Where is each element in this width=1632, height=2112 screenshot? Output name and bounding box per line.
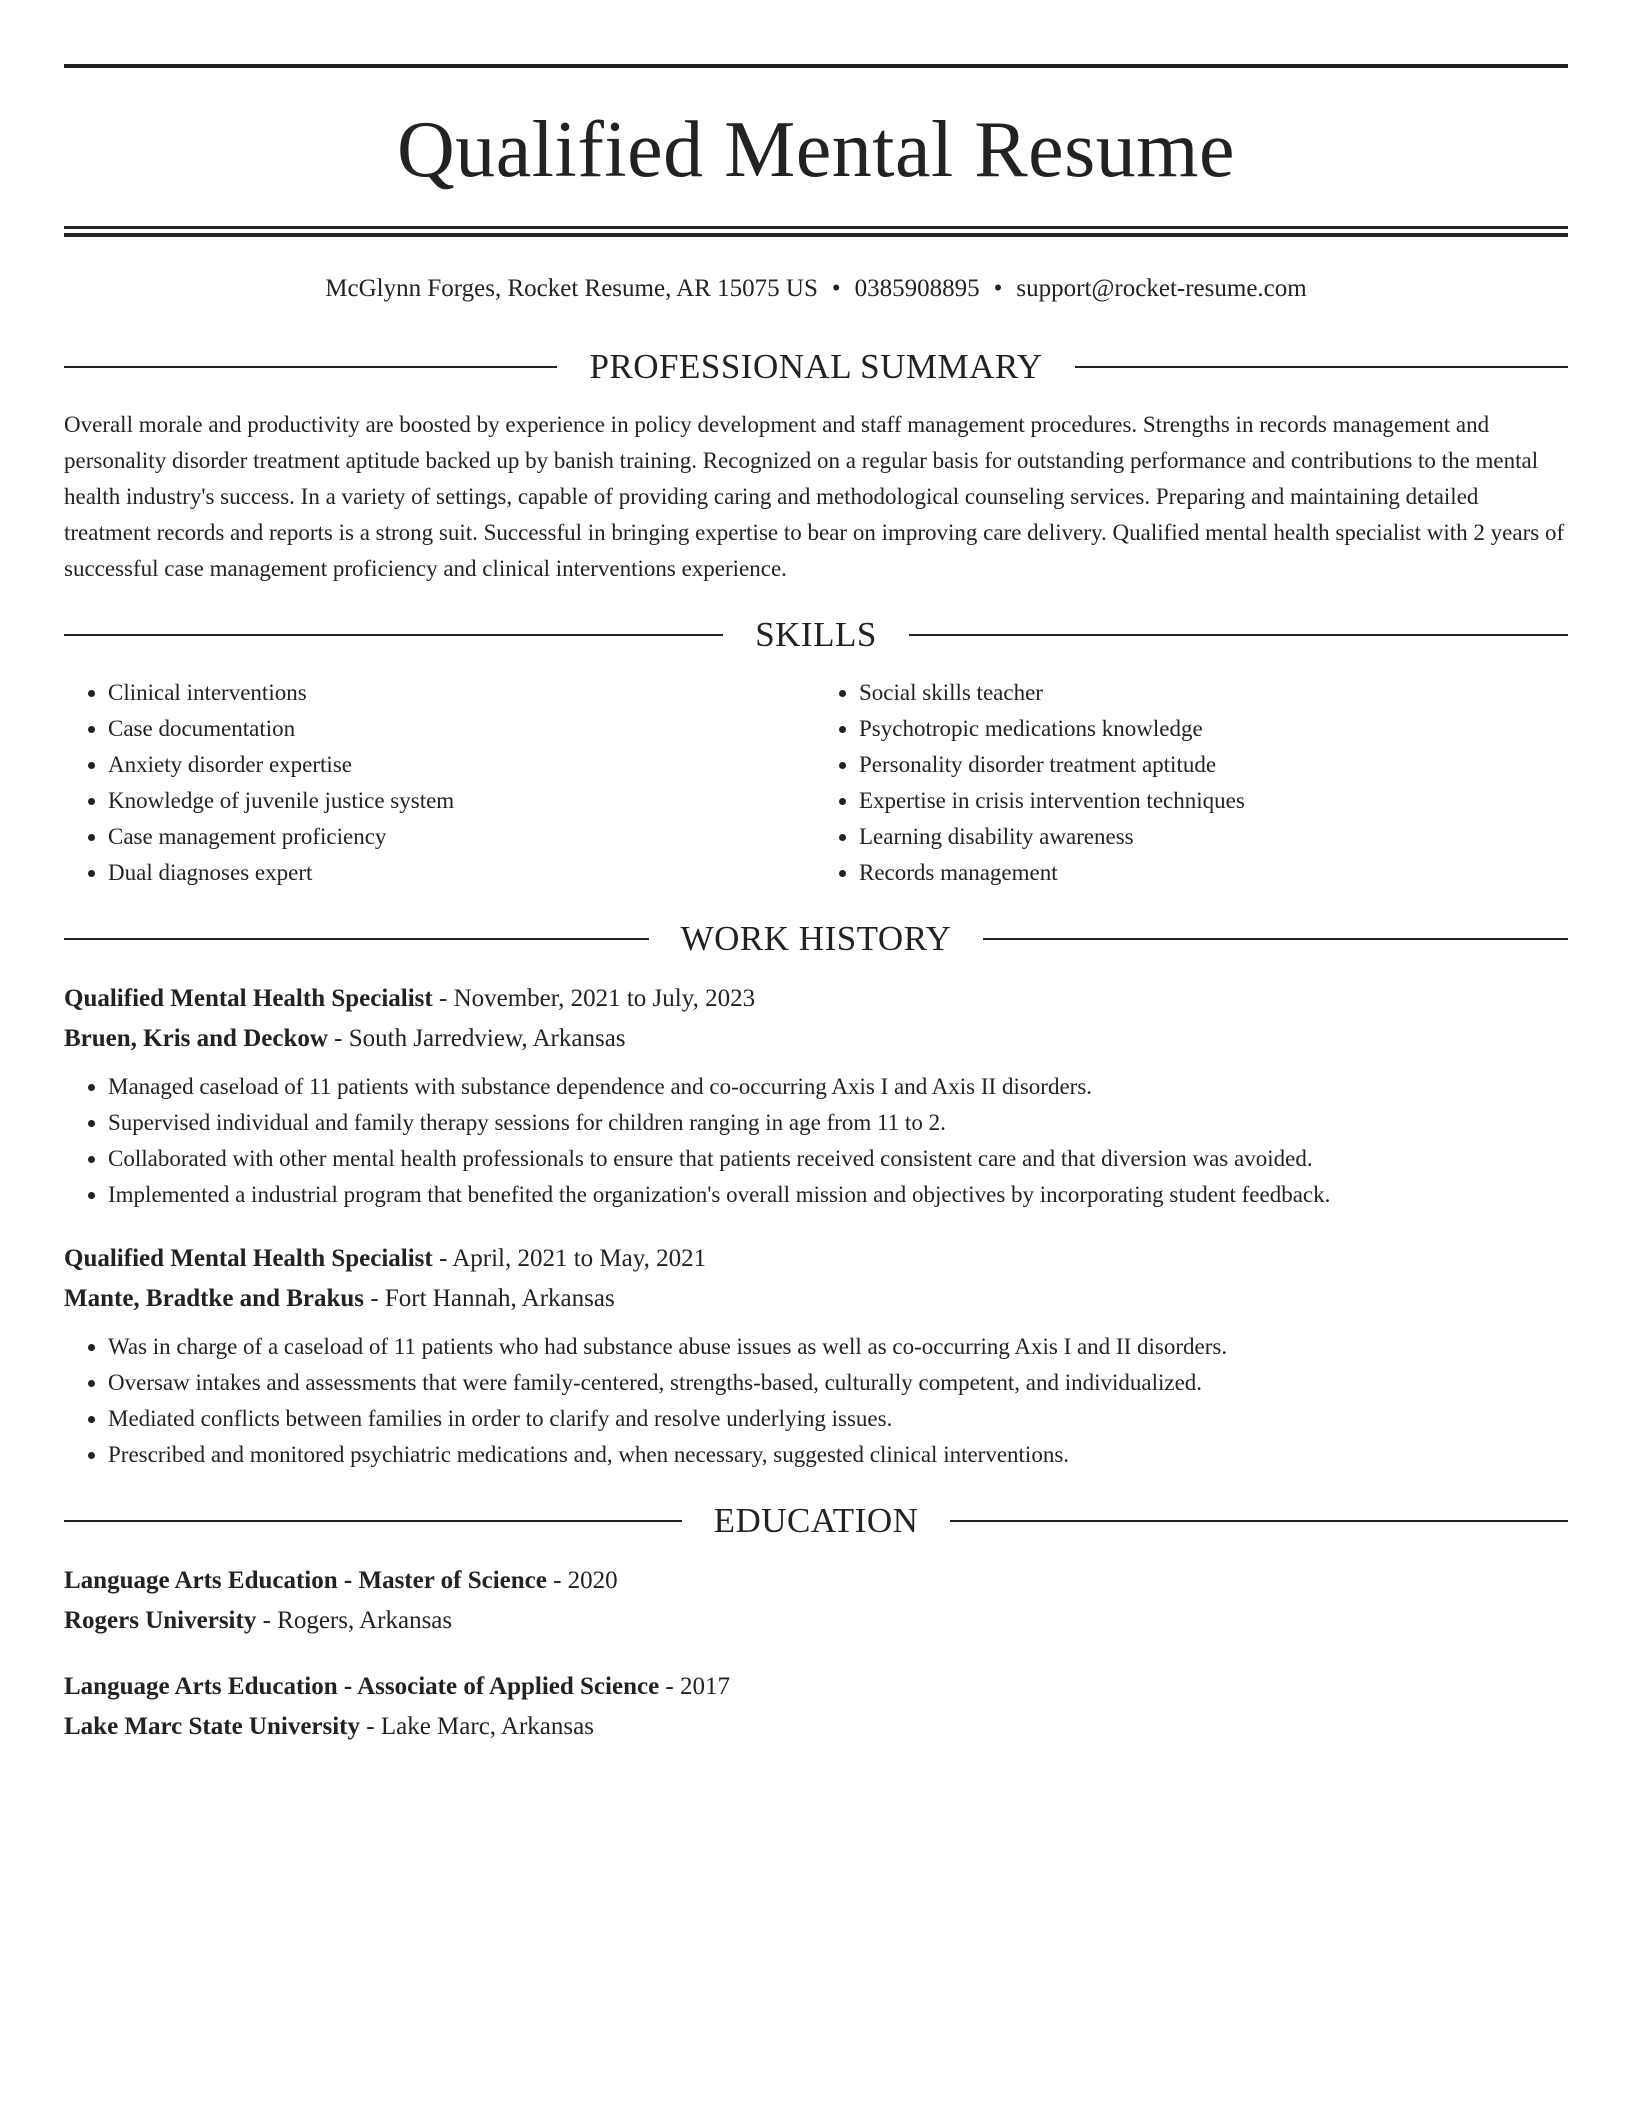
- summary-section-heading: [64, 345, 1568, 389]
- job-location: - South Jarredview, Arkansas: [327, 1025, 626, 1052]
- work-section-heading: [64, 917, 1568, 961]
- education-degree-line: [64, 1667, 1568, 1707]
- contact-email: support@rocket-resume.com: [1016, 275, 1307, 302]
- contact-phone: 0385908895: [854, 275, 980, 302]
- heading-rule-right: [950, 1520, 1568, 1522]
- heading-rule-right: [983, 938, 1568, 940]
- education-year: - 2017: [659, 1673, 730, 1700]
- job-bullet: • Supervised individual and family therapy sessions for children ranging in age from 11 to 2.: [108, 1105, 1568, 1141]
- skill-item: • Personality disorder treatment aptitude: [859, 747, 1568, 783]
- job-bullets: [64, 1069, 1568, 1213]
- job-title: Qualified Mental Health Specialist: [64, 985, 433, 1012]
- heading-rule-left: [64, 1520, 682, 1522]
- education-school: Lake Marc State University: [64, 1713, 361, 1740]
- education-school: Rogers University: [64, 1607, 257, 1634]
- summary-heading-label: PROFESSIONAL SUMMARY: [589, 347, 1043, 386]
- contact-separator: •: [831, 275, 841, 302]
- job-bullets: [64, 1329, 1568, 1473]
- job-bullet: • Managed caseload of 11 patients with substance dependence and co-occurring Axis I and Axis II disorders.: [108, 1069, 1568, 1105]
- job-company-line: [64, 1019, 1568, 1059]
- skill-item: • Expertise in crisis intervention techniques: [859, 783, 1568, 819]
- job-company: Bruen, Kris and Deckow: [64, 1025, 328, 1052]
- education-school-line: [64, 1601, 1568, 1641]
- heading-rule-right: [909, 634, 1568, 636]
- education-entry: [64, 1561, 1568, 1641]
- job-bullet: • Collaborated with other mental health professionals to ensure that patients received consistent care and that diversion was avoided.: [108, 1141, 1568, 1177]
- heading-rule-right: [1075, 366, 1568, 368]
- top-rule: [64, 64, 1568, 68]
- skill-item: • Psychotropic medications knowledge: [859, 711, 1568, 747]
- job-bullet: • Oversaw intakes and assessments that were family-centered, strengths-based, culturally competent, and individualized.: [108, 1365, 1568, 1401]
- contact-address: McGlynn Forges, Rocket Resume, AR 15075 US: [325, 275, 818, 302]
- title-double-rule: [64, 226, 1568, 237]
- heading-rule-left: [64, 366, 557, 368]
- job-dates: - November, 2021 to July, 2023: [432, 985, 756, 1012]
- education-heading-label: EDUCATION: [713, 1501, 919, 1540]
- education-degree: Language Arts Education - Associate of Applied Science: [64, 1673, 660, 1700]
- skill-item: • Case management proficiency: [108, 819, 817, 855]
- skill-item: • Knowledge of juvenile justice system: [108, 783, 817, 819]
- skill-item: • Case documentation: [108, 711, 817, 747]
- resume-page: [64, 64, 1568, 1747]
- job-bullet: • Prescribed and monitored psychiatric medications and, when necessary, suggested clinical interventions.: [108, 1437, 1568, 1473]
- job-dates: - April, 2021 to May, 2021: [432, 1245, 707, 1272]
- skills-columns: [64, 675, 1568, 891]
- job-company: Mante, Bradtke and Brakus: [64, 1285, 365, 1312]
- education-degree: Language Arts Education - Master of Science: [64, 1567, 547, 1594]
- heading-rule-left: [64, 938, 649, 940]
- contact-separator: •: [993, 275, 1003, 302]
- education-entry: [64, 1667, 1568, 1747]
- skill-item: • Clinical interventions: [108, 675, 817, 711]
- job-title-line: [64, 979, 1568, 1019]
- summary-paragraph: Overall morale and productivity are boosted by experience in policy development and staff management procedures. Strengths in records management and personality disorder treatment aptitude backed up by banish training. Recognized on a regular basis for outstanding performance and contributions to the mental health industry's success. In a variety of settings, capable of providing caring and methodological counseling services. Preparing and maintaining detailed treatment records and reports is a strong suit. Successful in bringing expertise to bear on improving care delivery. Qualified mental health specialist with 2 years of successful case management proficiency and clinical interventions experience.: [64, 412, 1565, 581]
- contact-line: [64, 271, 1568, 307]
- job-title: Qualified Mental Health Specialist: [64, 1245, 433, 1272]
- job-bullet: • Was in charge of a caseload of 11 patients who had substance abuse issues as well as co-occurring Axis I and II disorders.: [108, 1329, 1568, 1365]
- skill-item: • Social skills teacher: [859, 675, 1568, 711]
- education-year: - 2020: [546, 1567, 618, 1594]
- skill-item: • Dual diagnoses expert: [108, 855, 817, 891]
- skills-list-right: [817, 675, 1568, 891]
- job-title-line: [64, 1239, 1568, 1279]
- skills-list-left: [64, 675, 817, 891]
- heading-rule-left: [64, 634, 723, 636]
- job-bullet: • Implemented a industrial program that benefited the organization's overall mission and objectives by incorporating student feedback.: [108, 1177, 1568, 1213]
- education-location: - Lake Marc, Arkansas: [360, 1713, 594, 1740]
- skills-heading-label: SKILLS: [755, 615, 877, 654]
- work-heading-label: WORK HISTORY: [680, 919, 952, 958]
- skills-section-heading: [64, 613, 1568, 657]
- job-company-line: [64, 1279, 1568, 1319]
- job-entry: [64, 979, 1568, 1213]
- education-school-line: [64, 1707, 1568, 1747]
- job-location: - Fort Hannah, Arkansas: [364, 1285, 615, 1312]
- job-entry: [64, 1239, 1568, 1473]
- job-bullet: • Mediated conflicts between families in order to clarify and resolve underlying issues.: [108, 1401, 1568, 1437]
- education-degree-line: [64, 1561, 1568, 1601]
- education-location: - Rogers, Arkansas: [256, 1607, 453, 1634]
- education-section-heading: [64, 1499, 1568, 1543]
- resume-title: Qualified Mental Resume: [397, 106, 1235, 194]
- skill-item: • Records management: [859, 855, 1568, 891]
- skill-item: • Anxiety disorder expertise: [108, 747, 817, 783]
- skill-item: • Learning disability awareness: [859, 819, 1568, 855]
